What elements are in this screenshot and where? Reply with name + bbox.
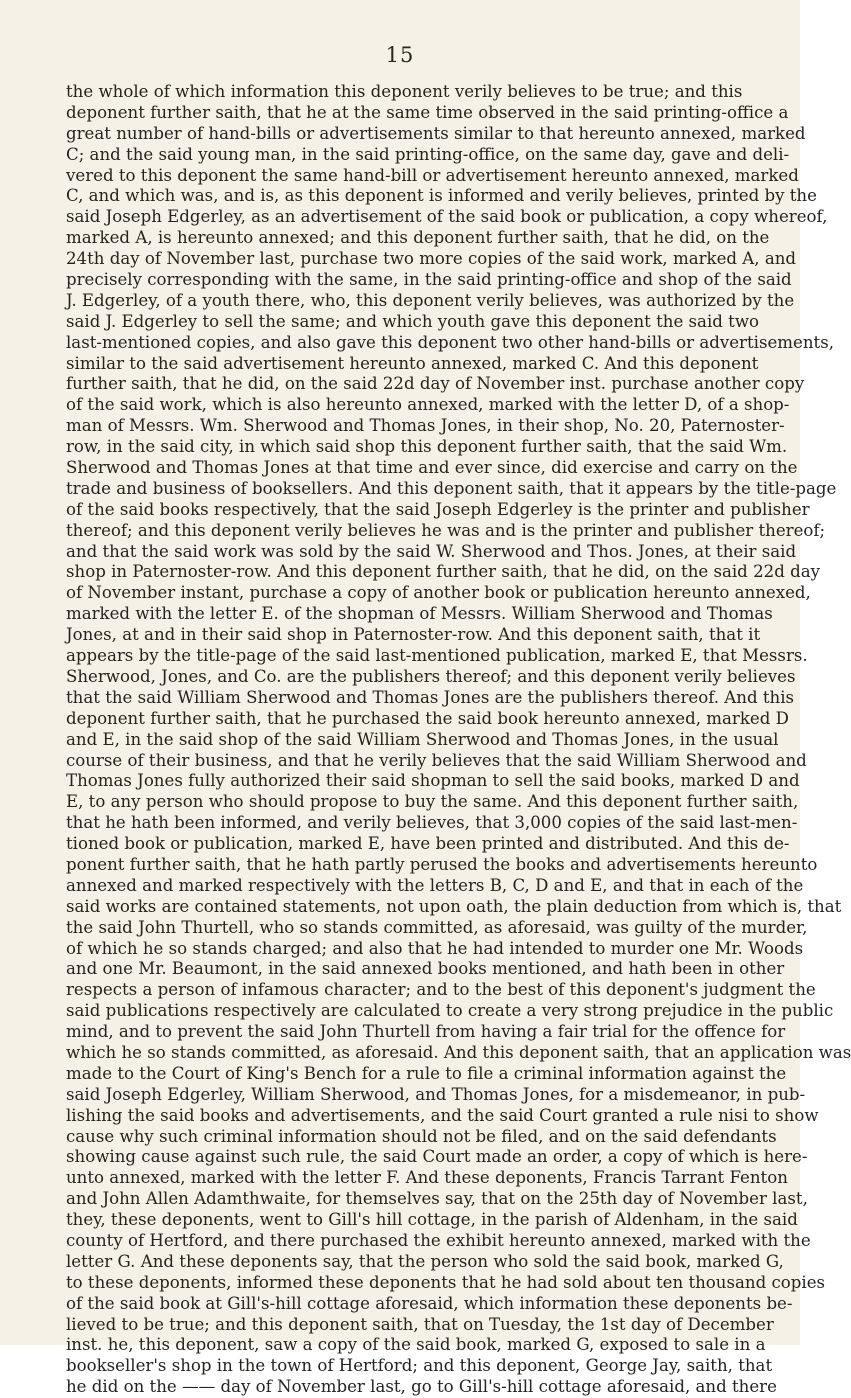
text-line: and John Allen Adamthwaite, for themselves say, that on the 25th day of November last,: [66, 1189, 808, 1209]
text-line: he did on the —— day of November last, go to Gill's-hill cottage aforesaid, and there: [66, 1377, 777, 1397]
text-line: said Joseph Edgerley, as an advertisement of the said book or publication, a copy whereof,: [66, 207, 828, 227]
text-line: man of Messrs. Wm. Sherwood and Thomas Jones, in their shop, No. 20, Paternoster-: [66, 416, 785, 436]
text-line: ponent further saith, that he hath partly perused the books and advertisements hereunto: [66, 854, 818, 874]
text-line: appears by the title-page of the said last-mentioned publication, marked E, that Messrs.: [66, 646, 808, 666]
text-line: of the said book at Gill's-hill cottage aforesaid, which information these deponents be-: [66, 1293, 793, 1313]
text-line: cause why such criminal information should not be filed, and on the said defendants: [66, 1126, 777, 1146]
text-line: said Joseph Edgerley, William Sherwood, and Thomas Jones, for a misdemeanor, in pub-: [66, 1084, 806, 1104]
text-line: showing cause against such rule, the said Court made an order, a copy of which is here-: [66, 1147, 808, 1167]
text-line: Jones, at and in their said shop in Paternoster-row. And this deponent saith, that it: [66, 625, 761, 645]
text-line: they, these deponents, went to Gill's hill cottage, in the parish of Aldenham, in the said: [66, 1210, 798, 1230]
text-line: which he so stands committed, as aforesaid. And this deponent saith, that an application was: [66, 1042, 851, 1062]
text-line: lieved to be true; and this deponent saith, that on Tuesday, the 1st day of December: [66, 1314, 774, 1334]
text-line: said works are contained statements, not upon oath, the plain deduction from which is, that: [66, 896, 842, 916]
text-line: said J. Edgerley to sell the same; and which youth gave this deponent the said two: [66, 311, 760, 331]
text-line: of the said books respectively, that the said Joseph Edgerley is the printer and publisher: [66, 499, 810, 519]
text-line: and one Mr. Beaumont, in the said annexed books mentioned, and hath been in other: [66, 959, 785, 979]
text-line: marked with the letter E. of the shopman of Messrs. William Sherwood and Thomas: [66, 604, 773, 624]
text-line: inst. he, this deponent, saw a copy of the said book, marked G, exposed to sale in a: [66, 1335, 766, 1355]
page-number: 15: [385, 43, 415, 67]
text-line: respects a person of infamous character; and to the best of this deponent's judgment the: [66, 980, 816, 1000]
text-line: of which he so stands charged; and also that he had intended to murder one Mr. Woods: [66, 938, 804, 958]
text-line: Thomas Jones fully authorized their said shopman to sell the said books, marked D and: [66, 771, 800, 791]
text-line: shop in Paternoster-row. And this deponent further saith, that he did, on the said 22d day: [66, 562, 820, 582]
text-line: letter G. And these deponents say, that the person who sold the said book, marked G,: [66, 1251, 784, 1271]
text-line: last-mentioned copies, and also gave this deponent two other hand-bills or advertisements,: [66, 332, 834, 352]
text-line: 24th day of November last, purchase two more copies of the said work, marked A, and: [66, 249, 797, 269]
text-line: made to the Court of King's Bench for a rule to file a criminal information against the: [66, 1063, 787, 1083]
text-line: annexed and marked respectively with the letters B, C, D and E, and that in each of the: [66, 875, 804, 895]
text-line: course of their business, and that he verily believes that the said William Sherwood and: [66, 750, 807, 770]
text-line: of the said work, which is also hereunto annexed, marked with the letter D, of a shop-: [66, 395, 790, 415]
text-line: E, to any person who should propose to buy the same. And this deponent further saith,: [66, 792, 799, 812]
text-line: further saith, that he did, on the said 22d day of November inst. purchase another copy: [66, 374, 805, 394]
text-line: marked A, is hereunto annexed; and this deponent further saith, that he did, on the: [66, 228, 770, 248]
text-line: the said John Thurtell, who so stands committed, as aforesaid, was guilty of the murder,: [66, 917, 808, 937]
text-line: deponent further saith, that he at the same time observed in the said printing-office a: [66, 102, 789, 122]
text-line: great number of hand-bills or advertisements similar to that hereunto annexed, marked: [66, 123, 806, 143]
text-line: lishing the said books and advertisements, and the said Court granted a rule nisi to show: [66, 1105, 819, 1125]
text-line: that the said William Sherwood and Thomas Jones are the publishers thereof. And this: [66, 687, 795, 707]
text-line: of November instant, purchase a copy of another book or publication hereunto annexed,: [66, 583, 811, 603]
text-line: that he hath been informed, and verily believes, that 3,000 copies of the said last-men-: [66, 813, 798, 833]
text-line: Sherwood, Jones, and Co. are the publishers thereof; and this deponent verily believes: [66, 666, 796, 686]
text-line: trade and business of booksellers. And this deponent saith, that it appears by the title-page: [66, 478, 837, 498]
text-line: and that the said work was sold by the said W. Sherwood and Thos. Jones, at their said: [66, 541, 797, 561]
text-line: said publications respectively are calculated to create a very strong prejudice in the public: [66, 1001, 834, 1021]
text-line: C; and the said young man, in the said printing-office, on the same day, gave and deli-: [66, 144, 790, 164]
text-line: bookseller's shop in the town of Hertford; and this deponent, George Jay, saith, that: [66, 1356, 773, 1376]
text-line: precisely corresponding with the same, in the said printing-office and shop of the said: [66, 270, 792, 290]
text-line: tioned book or publication, marked E, have been printed and distributed. And this de-: [66, 834, 790, 854]
text-line: and E, in the said shop of the said William Sherwood and Thomas Jones, in the usual: [66, 729, 779, 749]
text-line: to these deponents, informed these deponents that he had sold about ten thousand copies: [66, 1272, 826, 1292]
text-line: similar to the said advertisement hereunto annexed, marked C. And this deponent: [66, 353, 759, 373]
text-line: deponent further saith, that he purchased the said book hereunto annexed, marked D: [66, 708, 789, 728]
text-line: the whole of which information this deponent verily believes to be true; and this: [66, 82, 743, 101]
body-text: [66, 82, 851, 1398]
text-line: county of Hertford, and there purchased the exhibit hereunto annexed, marked with the: [66, 1230, 811, 1250]
text-line: vered to this deponent the same hand-bill or advertisement hereunto annexed, marked: [66, 165, 799, 185]
text-line: unto annexed, marked with the letter F. And these deponents, Francis Tarrant Fenton: [66, 1168, 788, 1188]
text-line: mind, and to prevent the said John Thurtell from having a fair trial for the offence for: [66, 1022, 786, 1042]
text-line: J. Edgerley, of a youth there, who, this deponent verily believes, was authorized by the: [66, 290, 795, 310]
text-line: Sherwood and Thomas Jones at that time and ever since, did exercise and carry on the: [66, 458, 798, 478]
text-line: row, in the said city, in which said shop this deponent further saith, that the said Wm.: [66, 437, 788, 457]
text-line: thereof; and this deponent verily believes he was and is the printer and publisher thereof;: [66, 520, 826, 540]
text-line: C, and which was, and is, as this deponent is informed and verily believes, printed by the: [66, 186, 817, 206]
